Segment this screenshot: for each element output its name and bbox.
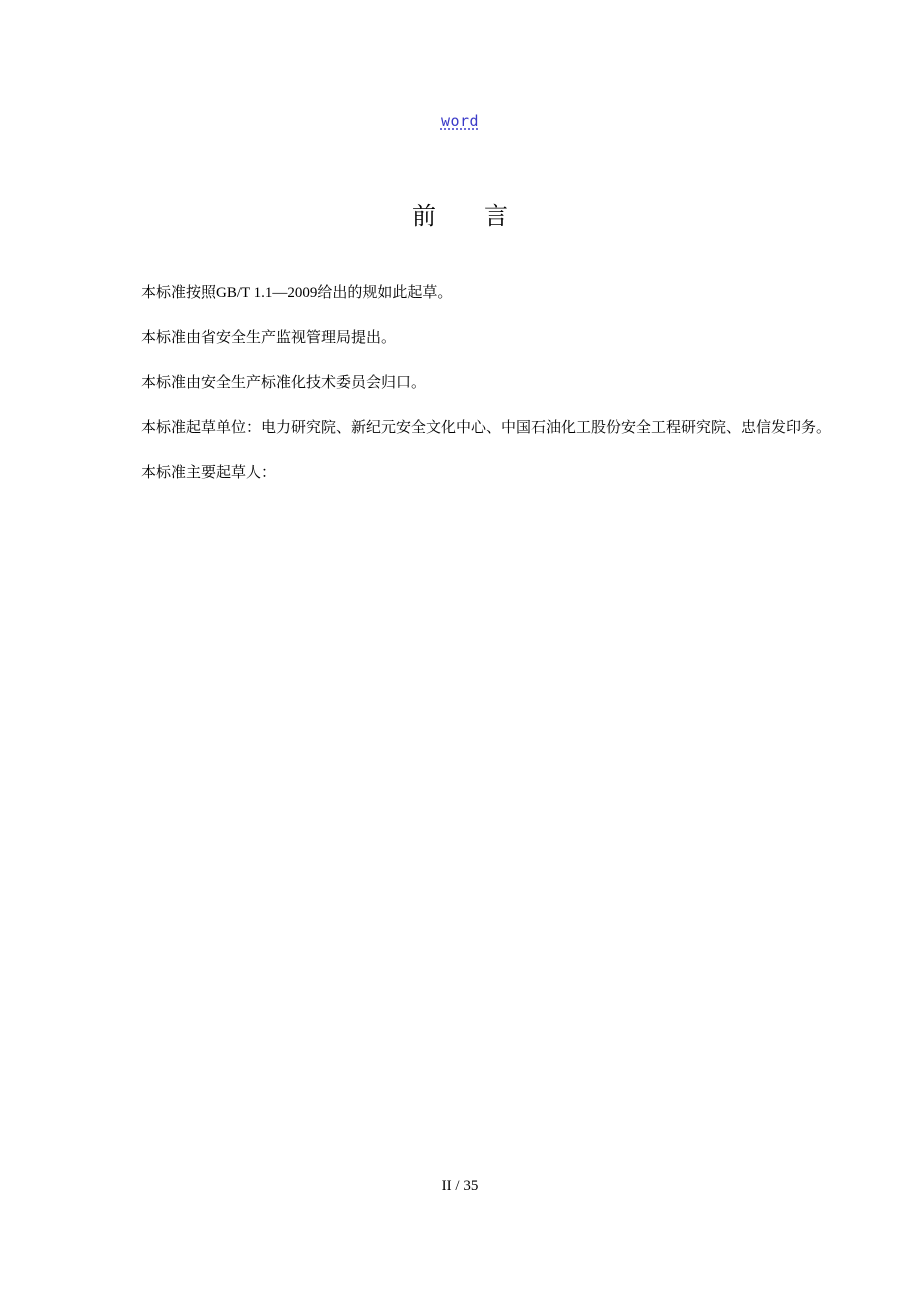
paragraph-drafting-units: 本标准起草单位：电力研究院、新纪元安全文化中心、中国石油化工股份安全工程研究院、忠信发印务。 <box>141 420 832 436</box>
paragraph-centralized-by: 本标准由安全生产标准化技术委员会归口。 <box>141 375 427 391</box>
preface-body <box>110 283 833 508</box>
section-title <box>0 196 920 231</box>
paragraph-main-drafters: 本标准主要起草人： <box>141 465 277 481</box>
total-pages: 35 <box>463 1178 479 1194</box>
paragraph-proposer: 本标准由省安全生产监视管理局提出。 <box>141 330 397 346</box>
page-number: II <box>441 1178 452 1194</box>
header-mark-text[interactable]: word <box>440 112 480 130</box>
title-char-1: 前 <box>412 202 436 230</box>
title-char-2: 言 <box>484 202 508 230</box>
header-watermark-link[interactable] <box>0 112 920 130</box>
page-separator: / <box>451 1178 464 1194</box>
paragraph-drafting-rules: 本标准按照GB/T 1.1—2009给出的规如此起草。 <box>141 285 453 301</box>
page-footer <box>0 1178 920 1195</box>
